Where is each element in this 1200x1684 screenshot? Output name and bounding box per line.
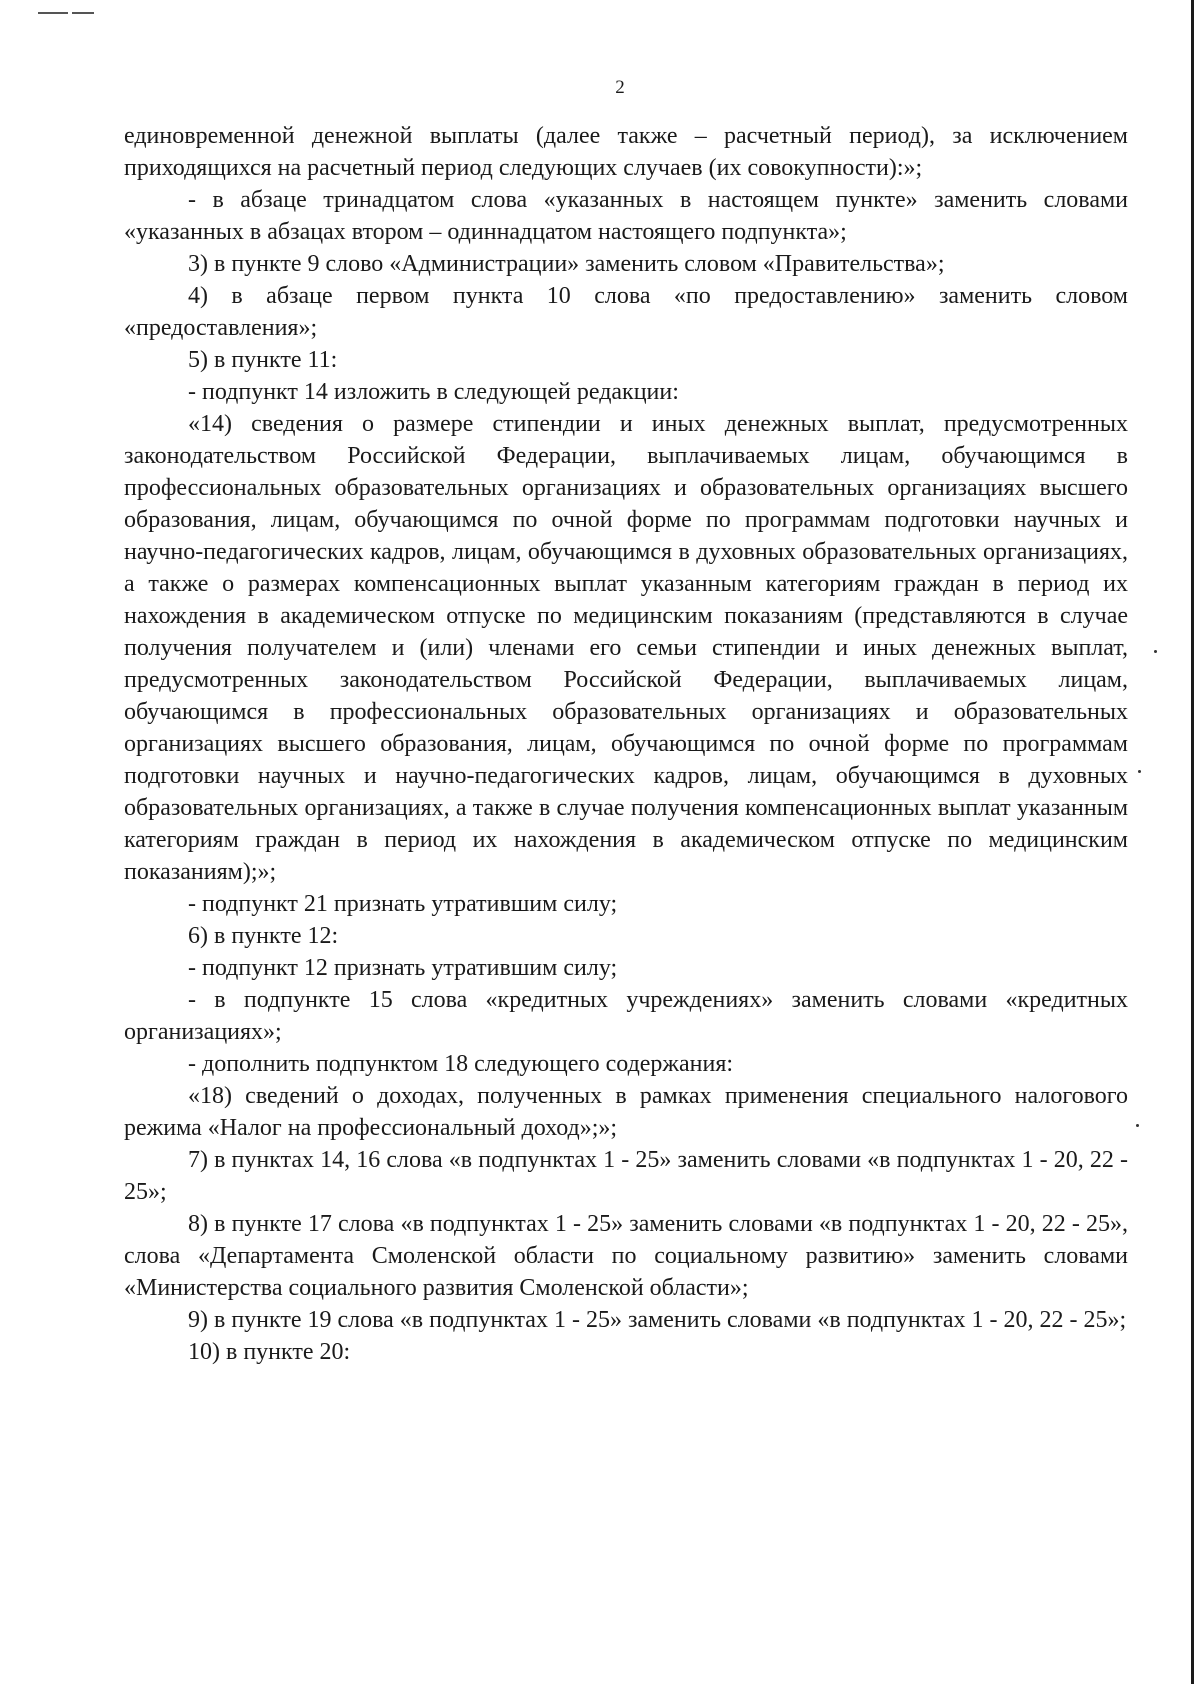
- paragraph-quoted-subitem-18: «18) сведений о доходах, полученных в рамках применения специального налогового режима «Налог на профессиональный доход»;»;: [124, 1083, 1128, 1141]
- scan-edge-right: [1191, 0, 1194, 1684]
- paragraph-quoted-subitem-14: «14) сведения о размере стипендии и иных денежных выплат, предусмотренных законодательством Российской Федерации, выплачиваемых лицам, обучающимся в профессиональных образовательных организациях и образовательных организациях высшего образования, лицам, обучающимся по очной форме по программам подготовки научных и научно-педагогических кадров, лицам, обучающимся в духовных образовательных организациях, а также о размерах компенсационных выплат указанным категориям граждан в период их нахождения в академическом отпуске по медицинским показаниям (представляются в случае получения получателем и (или) членами его семьи стипендии и иных денежных выплат, предусмотренных законодательством Российской Федерации, выплачиваемых лицам, обучающимся в профессиональных образовательных организациях и образовательных организациях высшего образования, лицам, обучающимся по очной форме по программам подготовки научных и научно-педагогических кадров, лицам, обучающимся в духовных образовательных организациях, а также в случае получения компенсационных выплат указанным категориям граждан в период их нахождения в академическом отпуске по медицинским показаниям);»;: [124, 411, 1128, 885]
- paragraph: 9) в пункте 19 слова «в подпунктах 1 - 25» заменить словами «в подпунктах 1 - 20, 22 - 25»;: [188, 1307, 1127, 1333]
- paragraph: - подпункт 12 признать утратившим силу;: [188, 955, 618, 981]
- paragraph: 5) в пункте 11:: [188, 347, 338, 373]
- scan-speck: [1154, 650, 1157, 653]
- paragraph: 10) в пункте 20:: [188, 1339, 351, 1365]
- paragraph: 3) в пункте 9 слово «Администрации» заменить словом «Правительства»;: [188, 251, 945, 277]
- paragraph: - подпункт 21 признать утратившим силу;: [188, 891, 618, 917]
- paragraph: 6) в пункте 12:: [188, 923, 339, 949]
- scan-speck: [1138, 770, 1141, 773]
- document-body: [124, 120, 1128, 1368]
- paragraph: 4) в абзаце первом пункта 10 слова «по предоставлению» заменить словом «предоставления»;: [124, 283, 1128, 341]
- scan-artifact-top-line: [38, 12, 94, 14]
- paragraph: - в подпункте 15 слова «кредитных учреждениях» заменить словами «кредитных организациях»;: [124, 987, 1128, 1045]
- scan-speck: [1136, 1124, 1139, 1127]
- paragraph: 7) в пунктах 14, 16 слова «в подпунктах 1 - 25» заменить словами «в подпунктах 1 - 20, 22 - 25»;: [124, 1147, 1128, 1205]
- paragraph-continuation: единовременной денежной выплаты (далее также – расчетный период), за исключением приходящихся на расчетный период следующих случаев (их совокупности):»;: [124, 123, 1128, 181]
- page-number: 2: [615, 77, 625, 98]
- paragraph: - дополнить подпунктом 18 следующего содержания:: [188, 1051, 734, 1077]
- paragraph: - в абзаце тринадцатом слова «указанных в настоящем пункте» заменить словами «указанных в абзацах втором – одиннадцатом настоящего подпункта»;: [124, 187, 1128, 245]
- paragraph: - подпункт 14 изложить в следующей редакции:: [188, 379, 679, 405]
- paragraph: 8) в пункте 17 слова «в подпунктах 1 - 25» заменить словами «в подпунктах 1 - 20, 22 - 25», слова «Департамента Смоленской области по социальному развитию» заменить словами «Министерства социального развития Смоленской области»;: [124, 1211, 1128, 1301]
